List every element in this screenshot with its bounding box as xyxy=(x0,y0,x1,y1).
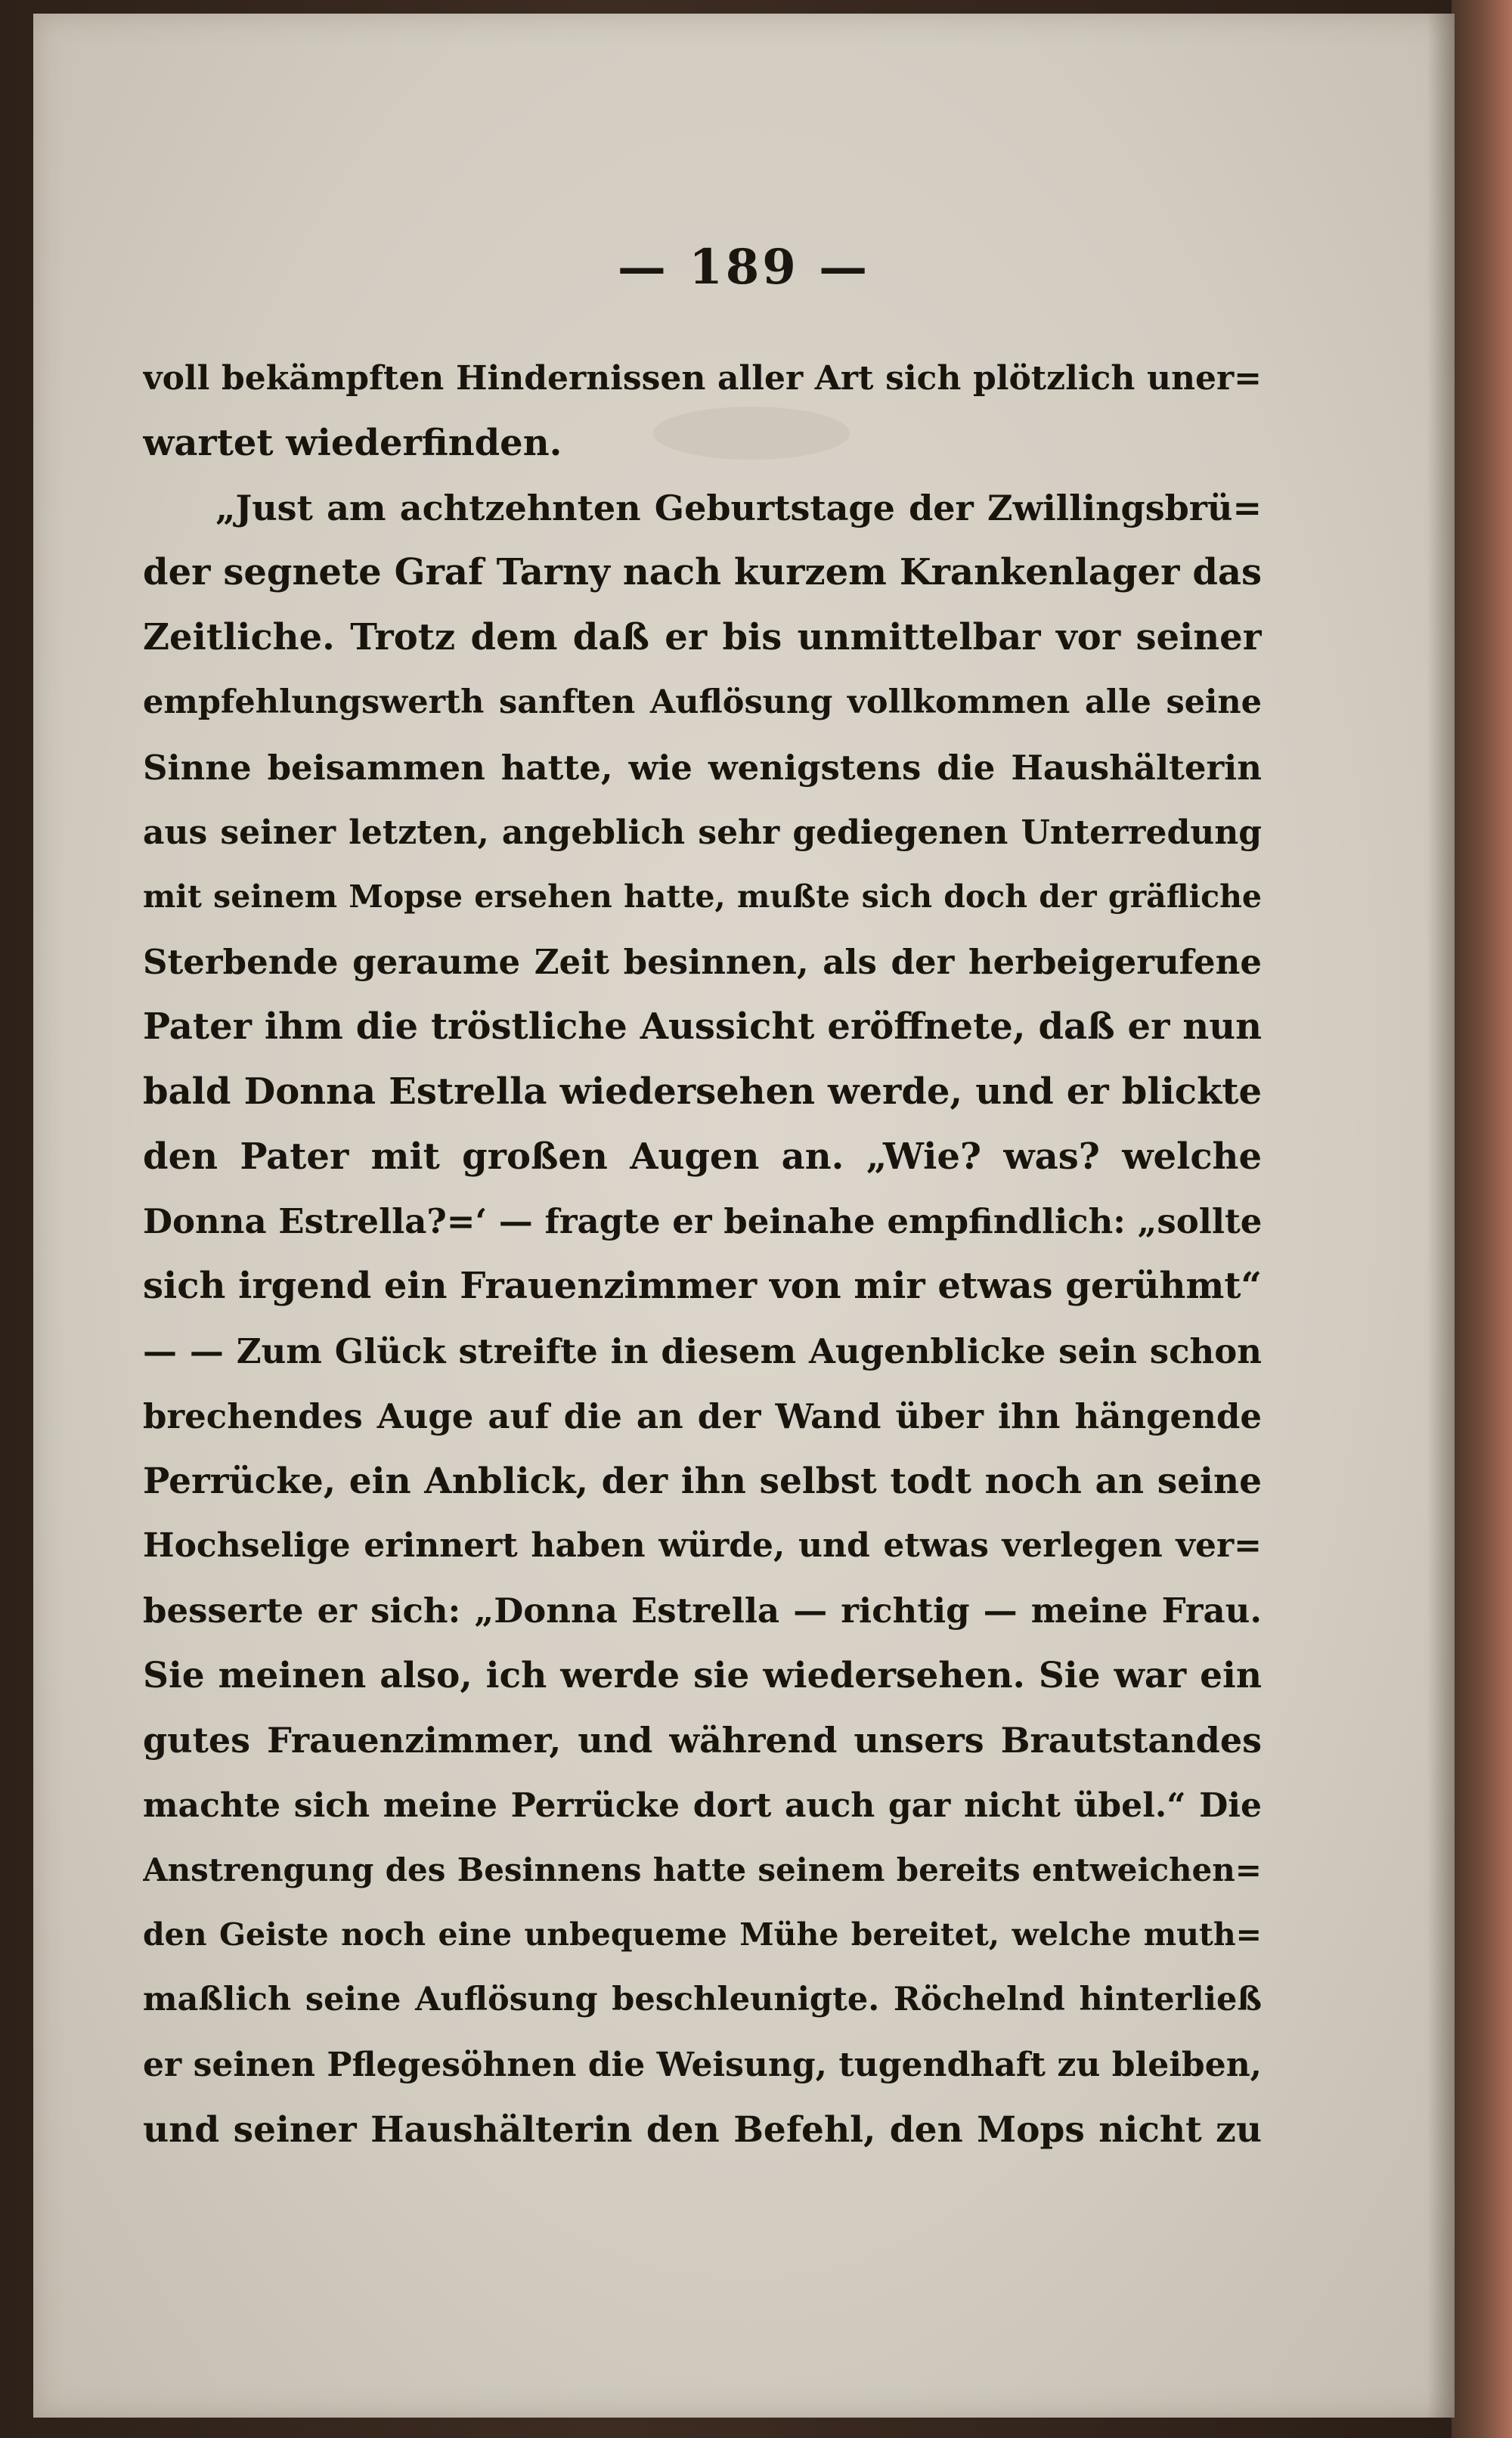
text-line: Perrücke, ein Anblick, der ihn selbst todt noch an seine xyxy=(143,1460,1262,1502)
text-line: — — Zum Glück streifte in diesem Augenblicke sein schon xyxy=(143,1331,1262,1371)
text-line: maßlich seine Auflösung beschleunigte. Röchelnd hinterließ xyxy=(143,1980,1262,2018)
text-line: er seinen Pflegesöhnen die Weisung, tugendhaft zu bleiben, xyxy=(143,2045,1262,2084)
text-line: Donna Estrella?=‘ — fragte er beinahe empfindlich: „sollte xyxy=(143,1201,1262,1242)
text-line: Sinne beisammen hatte, wie wenigstens die Haushälterin xyxy=(143,747,1262,788)
text-line: mit seinem Mopse ersehen hatte, mußte sich doch der gräfliche xyxy=(143,878,1262,915)
text-line: Sterbende geraume Zeit besinnen, als der herbeigerufene xyxy=(143,942,1262,983)
text-line: wartet wiederfinden. xyxy=(143,421,562,464)
text-line: besserte er sich: „Donna Estrella — richtig — meine Frau. xyxy=(143,1591,1262,1631)
text-line: machte sich meine Perrücke dort auch gar nicht übel.“ Die xyxy=(143,1786,1262,1825)
text-line: bald Donna Estrella wiedersehen werde, und er blickte xyxy=(143,1070,1262,1113)
text-line: der segnete Graf Tarny nach kurzem Krankenlager das xyxy=(143,551,1262,594)
text-line: empfehlungswerth sanften Auflösung vollkommen alle seine xyxy=(143,683,1262,721)
book-cover-edge xyxy=(1452,0,1512,2438)
text-line: und seiner Haushälterin den Befehl, den Mops nicht zu xyxy=(143,2108,1262,2151)
text-line: Zeitliche. Trotz dem daß er bis unmittelbar vor seiner xyxy=(143,616,1262,659)
book-page xyxy=(33,14,1455,2418)
page-number: — 189 — xyxy=(617,239,871,296)
text-line: brechendes Auge auf die an der Wand über ihn hängende xyxy=(143,1396,1262,1436)
text-line: Sie meinen also, ich werde sie wiedersehen. Sie war ein xyxy=(143,1654,1262,1696)
page-edge-shadow xyxy=(1427,14,1455,2418)
text-line: Pater ihm die tröstliche Aussicht eröffnete, daß er nun xyxy=(143,1005,1262,1048)
text-line: voll bekämpften Hindernissen aller Art sich plötzlich uner= xyxy=(143,359,1262,398)
text-line: Hochselige erinnert haben würde, und etwas verlegen ver= xyxy=(143,1526,1262,1566)
text-line: sich irgend ein Frauenzimmer von mir etwas gerühmt“ xyxy=(143,1265,1262,1308)
text-line: den Geiste noch eine unbequeme Mühe bereitet, welche muth= xyxy=(143,1916,1262,1953)
text-line: gutes Frauenzimmer, und während unsers Brautstandes xyxy=(143,1719,1262,1761)
text-line: „Just am achtzehnten Geburtstage der Zwillingsbrü= xyxy=(215,487,1262,528)
text-line: aus seiner letzten, angeblich sehr gediegenen Unterredung xyxy=(143,813,1262,852)
body-text xyxy=(143,346,1262,2162)
text-line: den Pater mit großen Augen an. „Wie? was? welche xyxy=(143,1135,1262,1178)
text-line: Anstrengung des Besinnens hatte seinem bereits entweichen= xyxy=(143,1851,1262,1889)
